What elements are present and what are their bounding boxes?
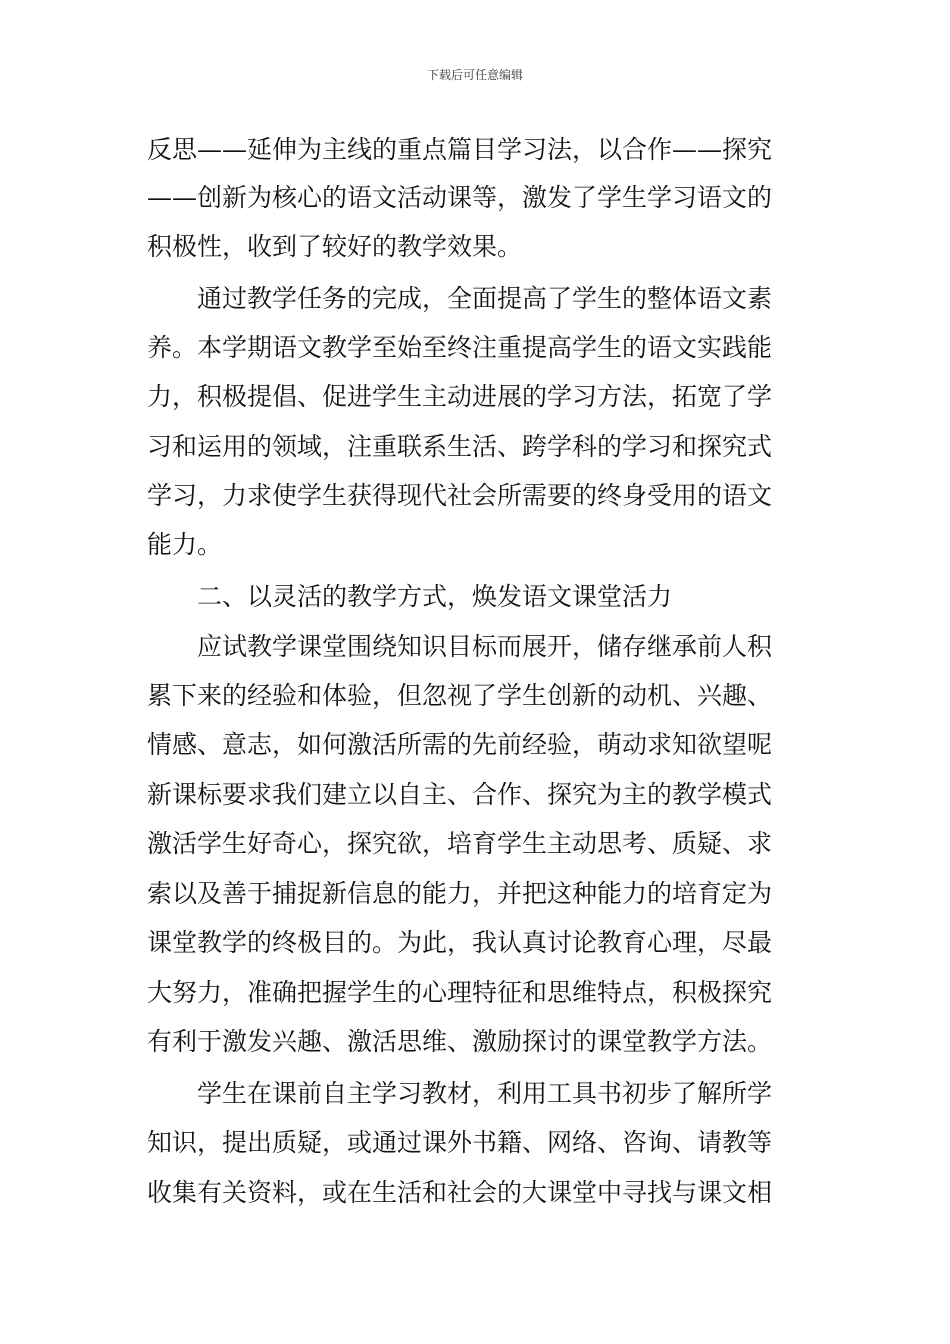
page-header: 下载后可任意编辑 — [426, 68, 523, 82]
text-line: 反思——延伸为主线的重点篇目学习法，以合作——探究 — [147, 135, 773, 164]
text-line: 应试教学课堂围绕知识目标而展开，储存继承前人积 — [197, 632, 773, 661]
text-line: 课堂教学的终极目的。为此，我认真讨论教育心理，尽最 — [147, 928, 773, 957]
text-line: 索以及善于捕捉新信息的能力，并把这种能力的培育定为 — [147, 879, 773, 908]
text-line: 学生在课前自主学习教材，利用工具书初步了解所学 — [197, 1079, 773, 1108]
text-line: 学习，力求使学生获得现代社会所需要的终身受用的语文 — [147, 481, 773, 510]
text-line: 收集有关资料，或在生活和社会的大课堂中寻找与课文相 — [147, 1178, 773, 1207]
text-line: 通过教学任务的完成，全面提高了学生的整体语文素 — [197, 284, 773, 313]
text-line: 知识，提出质疑，或通过课外书籍、网络、咨询、请教等 — [147, 1128, 773, 1157]
text-line: ——创新为核心的语文活动课等，激发了学生学习语文的 — [147, 183, 773, 212]
text-line: 累下来的经验和体验，但忽视了学生创新的动机、兴趣、 — [147, 681, 773, 710]
text-line: 养。本学期语文教学至始至终注重提高学生的语文实践能 — [147, 333, 773, 362]
text-line: 能力。 — [147, 530, 223, 559]
section-heading: 二、以灵活的教学方式，焕发语文课堂活力 — [197, 582, 673, 611]
text-line: 情感、意志，如何激活所需的先前经验，萌动求知欲望呢 — [147, 730, 773, 759]
text-line: 积极性，收到了较好的教学效果。 — [147, 232, 523, 261]
text-line: 激活学生好奇心，探究欲，培育学生主动思考、质疑、求 — [147, 829, 773, 858]
text-line: 新课标要求我们建立以自主、合作、探究为主的教学模式 — [147, 780, 773, 809]
text-line: 力，积极提倡、促进学生主动进展的学习方法，拓宽了学 — [147, 382, 773, 411]
text-line: 有利于激发兴趣、激活思维、激励探讨的课堂教学方法。 — [147, 1027, 773, 1056]
text-line: 大努力，准确把握学生的心理特征和思维特点，积极探究 — [147, 978, 773, 1007]
text-line: 习和运用的领域，注重联系生活、跨学科的学习和探究式 — [147, 432, 773, 461]
